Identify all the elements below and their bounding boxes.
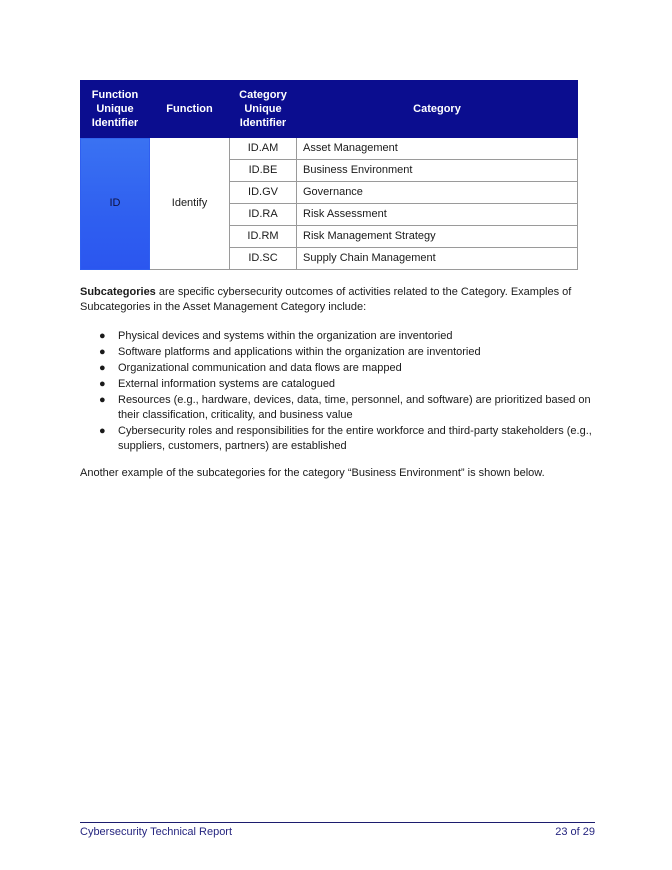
category-id-cell: ID.GV <box>230 182 297 204</box>
function-id-cell: ID <box>81 138 150 270</box>
category-id-cell: ID.RM <box>230 226 297 248</box>
subcategories-intro-text: are specific cybersecurity outcomes of activities related to the Category. Examples of Subcategories in the Asset Management Category include: <box>80 286 572 313</box>
category-name-cell: Business Environment <box>297 160 578 182</box>
subcategories-intro <box>80 285 600 315</box>
category-id-cell: ID.SC <box>230 248 297 270</box>
header-function: Function <box>150 81 230 138</box>
list-item-text: Cybersecurity roles and responsibilities for the entire workforce and third-party stakeholders (e.g., suppliers, customers, partners) are established <box>118 425 592 452</box>
list-item-text: Resources (e.g., hardware, devices, data, time, personnel, and software) are prioritized based on their classification, criticality, and business value <box>118 394 591 421</box>
subcategories-term: Subcategories <box>80 286 156 298</box>
bullet-icon: ● <box>99 378 106 390</box>
bullet-icon: ● <box>99 330 106 342</box>
list-item-text: Physical devices and systems within the organization are inventoried <box>118 330 453 342</box>
table-header-row <box>81 81 578 138</box>
list-item <box>80 361 600 376</box>
header-category: Category <box>297 81 578 138</box>
bullet-icon: ● <box>99 425 106 437</box>
function-category-table <box>80 80 578 270</box>
list-item <box>80 393 600 423</box>
bullet-icon: ● <box>99 362 106 374</box>
list-item <box>80 424 600 454</box>
list-item-text: Software platforms and applications within the organization are inventoried <box>118 346 481 358</box>
closing-paragraph: Another example of the subcategories for the category “Business Environment” is shown below. <box>80 467 545 479</box>
category-id-cell: ID.AM <box>230 138 297 160</box>
footer-divider <box>80 822 595 823</box>
footer-report-title: Cybersecurity Technical Report <box>80 826 233 838</box>
function-name-cell: Identify <box>150 138 230 270</box>
category-id-cell: ID.RA <box>230 204 297 226</box>
list-item <box>80 345 600 360</box>
category-name-cell: Governance <box>297 182 578 204</box>
footer-page-number: 23 of 29 <box>555 826 595 838</box>
subcategory-examples-list <box>80 329 600 455</box>
bullet-icon: ● <box>99 394 106 406</box>
list-item-text: Organizational communication and data flows are mapped <box>118 362 402 374</box>
table-row <box>81 138 578 160</box>
list-item <box>80 377 600 392</box>
bullet-icon: ● <box>99 346 106 358</box>
category-id-cell: ID.BE <box>230 160 297 182</box>
header-category-id: Category Unique Identifier <box>230 81 297 138</box>
category-name-cell: Supply Chain Management <box>297 248 578 270</box>
category-name-cell: Asset Management <box>297 138 578 160</box>
list-item <box>80 329 600 344</box>
category-name-cell: Risk Management Strategy <box>297 226 578 248</box>
category-name-cell: Risk Assessment <box>297 204 578 226</box>
list-item-text: External information systems are catalogued <box>118 378 336 390</box>
header-function-id: Function Unique Identifier <box>81 81 150 138</box>
